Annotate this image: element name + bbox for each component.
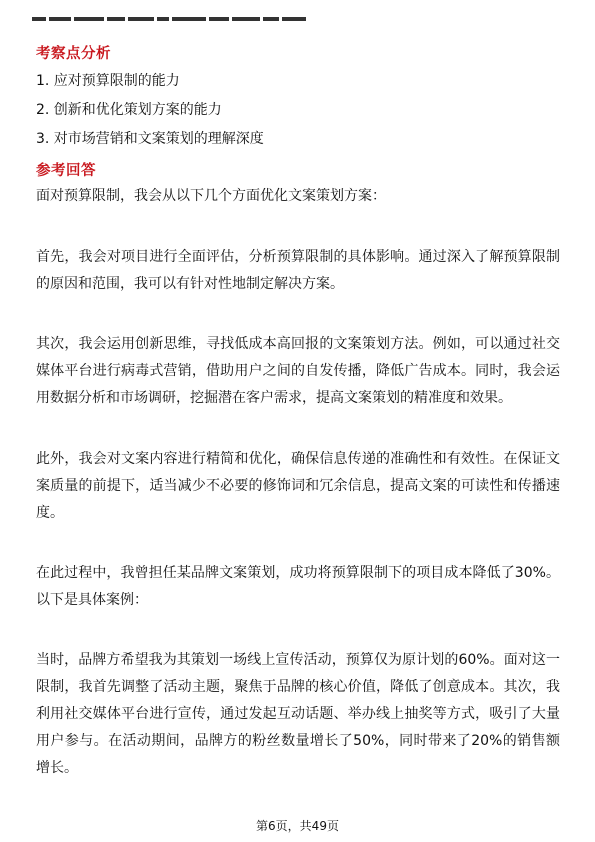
analysis-heading: 考察点分析 (36, 46, 111, 62)
page-number: 第6页，共49页 (256, 819, 339, 833)
analysis-item-3: 3. 对市场营销和文案策划的理解深度 (36, 131, 264, 147)
answer-paragraph-first: 首先，我会对项目进行全面评估，分析预算限制的具体影响。通过深入了解预算限制的原因和范围，我可以有针对性地制定解决方案。 (36, 249, 560, 292)
answer-paragraph-second: 其次，我会运用创新思维，寻找低成本高回报的文案策划方法。例如，可以通过社交媒体平台进行病毒式营销，借助用户之间的自发传播，降低广告成本。同时，我会运用数据分析和市场调研，挖掘潜在客户需求，提高文案策划的精准度和效果。 (36, 336, 560, 406)
answer-paragraph-case: 当时，品牌方希望我为其策划一场线上宣传活动，预算仅为原计划的60%。面对这一限制，我首先调整了活动主题，聚焦于品牌的核心价值，降低了创意成本。其次，我利用社交媒体平台进行宣传，通过发起互动话题、举办线上抽奖等方式，吸引了大量用户参与。在活动期间，品牌方的粉丝数量增长了50%，同时带来了20%的销售额增长。 (36, 652, 560, 776)
analysis-item-1: 1. 应对预算限制的能力 (36, 73, 180, 89)
analysis-item-2: 2. 创新和优化策划方案的能力 (36, 102, 222, 118)
cropped-text-line (32, 17, 322, 23)
answer-paragraph-intro: 面对预算限制，我会从以下几个方面优化文案策划方案： (36, 188, 386, 204)
answer-heading: 参考回答 (36, 163, 96, 179)
answer-paragraph-case-intro: 在此过程中，我曾担任某品牌文案策划，成功将预算限制下的项目成本降低了30%。以下是具体案例： (36, 565, 560, 608)
answer-paragraph-third: 此外，我会对文案内容进行精简和优化，确保信息传递的准确性和有效性。在保证文案质量的前提下，适当减少不必要的修饰词和冗余信息，提高文案的可读性和传播速度。 (36, 451, 560, 521)
